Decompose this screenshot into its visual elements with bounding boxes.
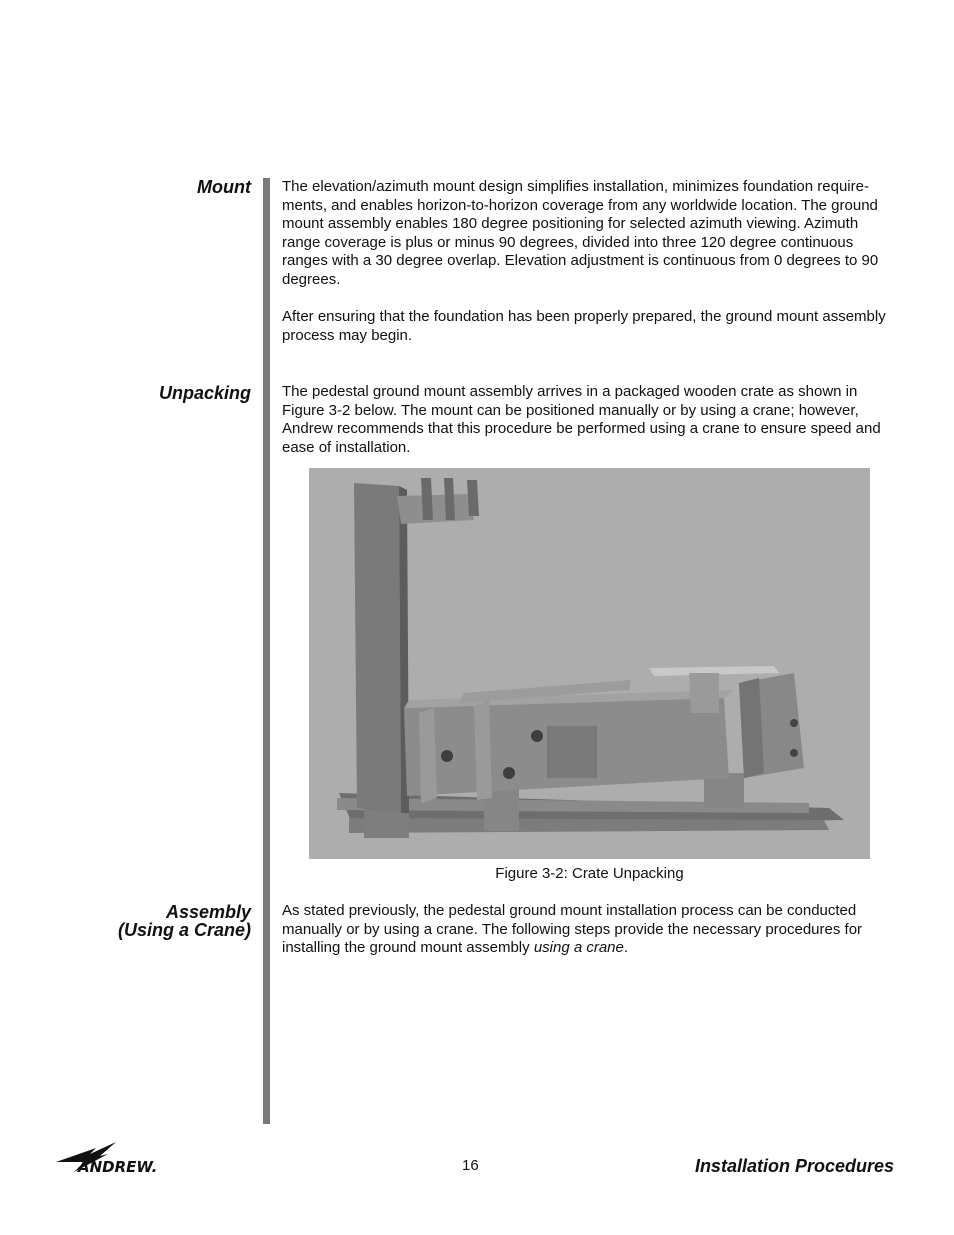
figure-caption: Figure 3-2: Crate Unpacking — [495, 865, 684, 882]
mount-paragraph-1: The elevation/azimuth mount design simplifies installation, minimizes foundation require-ments, and enables horizon-to-horizon coverage from any worldwide location. The ground mount assembly enables 180 degree positioning for selected azimuth viewing. Azimuth range coverage is plus or minus 90 degrees, divided into three 120 degree continuous ranges with a 30 degree overlap. Elevation adjustment is continuous from 0 degrees to 90 degrees. — [282, 178, 879, 288]
unpacking-paragraph: The pedestal ground mount assembly arrives in a packaged wooden crate as shown in Figure 3-2 below. The mount can be positioned manually or by using a crane; however, Andrew recommends that this procedure be performed using a crane to ensure speed and ease of installation. — [282, 383, 881, 456]
andrew-logo — [56, 1142, 168, 1176]
andrew-logo-drawing — [56, 1142, 168, 1176]
section-rule — [263, 178, 270, 1124]
assembly-paragraph — [282, 902, 900, 958]
heading-unpacking: Unpacking — [158, 383, 251, 403]
crate-photo-drawing — [309, 468, 870, 859]
logo-text: ANDREW. — [78, 1158, 158, 1176]
mount-paragraph-2: After ensuring that the foundation has been properly prepared, the ground mount assembly process may begin. — [282, 308, 886, 344]
heading-assembly — [118, 903, 251, 939]
heading-assembly-line-1: Assembly — [165, 902, 251, 922]
page-number: 16 — [462, 1157, 479, 1174]
assembly-paragraph-emphasis: using a crane — [533, 939, 624, 957]
assembly-paragraph-text: As stated previously, the pedestal ground mount installation process can be conducted manually or by using a crane. The following steps provide the necessary procedures for installing the ground mount assembly — [282, 902, 863, 957]
footer-title: Installation Procedures — [694, 1156, 894, 1176]
heading-assembly-line-2: (Using a Crane) — [117, 920, 251, 940]
assembly-paragraph-end: . — [623, 939, 629, 957]
crate-unpacking-photo — [309, 468, 870, 859]
heading-mount: Mount — [197, 177, 251, 197]
